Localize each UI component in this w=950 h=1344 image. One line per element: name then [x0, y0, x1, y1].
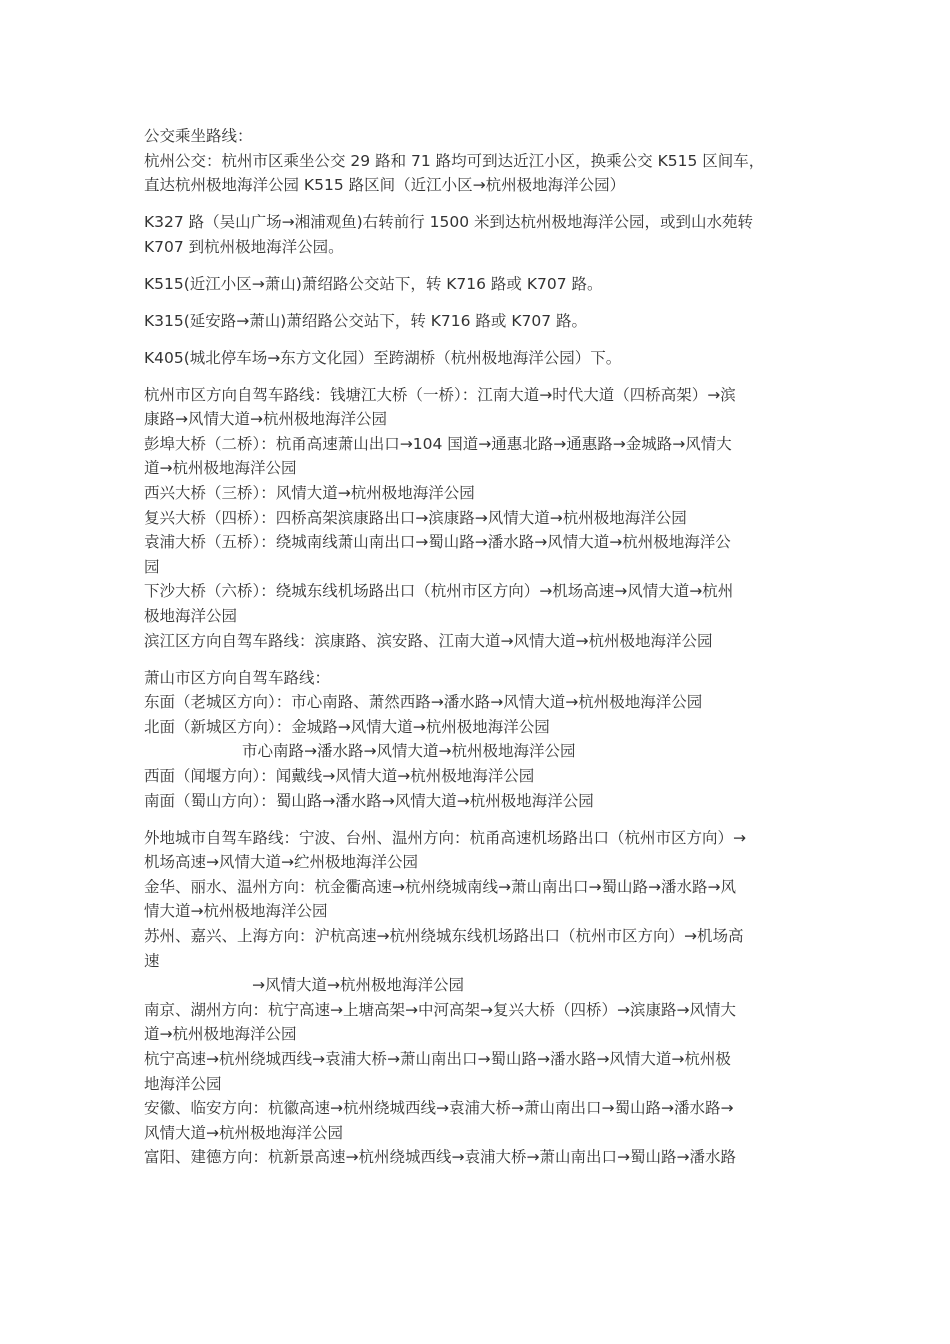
- outside-ningbo-line-1: 外地城市自驾车路线：宁波、台州、温州方向：杭甬高速机场路出口（杭州市区方向）→: [144, 828, 746, 847]
- xiaoshan-east-route: 东面（老城区方向）：市心南路、萧然西路→潘水路→风情大道→杭州极地海洋公园: [144, 693, 703, 712]
- nanjing-line-2: 道→杭州极地海洋公园: [144, 1025, 297, 1044]
- bridge2-line-1: 彭埠大桥（二桥）：杭甬高速萧山出口→104 国道→通惠北路→通惠路→金城路→风情大: [144, 434, 732, 453]
- bridge3-route: 西兴大桥（三桥）：风情大道→杭州极地海洋公园: [144, 484, 475, 503]
- k405-route: K405(城北停车场→东方文化园）至跨湖桥（杭州极地海洋公园）下。: [144, 348, 622, 367]
- xiaoshan-north-route: 北面（新城区方向）：金城路→风情大道→杭州极地海洋公园: [144, 717, 550, 736]
- paragraph-gap: [144, 259, 804, 271]
- xiaoshan-south-route: 南面（蜀山方向）：蜀山路→潘水路→风情大道→杭州极地海洋公园: [144, 791, 594, 810]
- hangzhou-drive-bridge1-line-2: 康路→风情大道→杭州极地海洋公园: [144, 410, 387, 429]
- suzhou-line-3: →风情大道→杭州极地海洋公园: [252, 976, 464, 995]
- fuyang-line-1: 富阳、建德方向：杭新景高速→杭州绕城西线→袁浦大桥→萧山南出口→蜀山路→潘水路: [144, 1148, 736, 1167]
- bridge2-line-2: 道→杭州极地海洋公园: [144, 459, 297, 478]
- bridge5-line-1: 袁浦大桥（五桥）：绕城南线萧山南出口→蜀山路→潘水路→风情大道→杭州极地海洋公: [144, 533, 731, 552]
- xiaoshan-west-route: 西面（闻堰方向）：闻戴线→风情大道→杭州极地海洋公园: [144, 767, 535, 785]
- anhui-line-1: 安徽、临安方向：杭徽高速→杭州绕城西线→袁浦大桥→萧山南出口→蜀山路→潘水路→: [144, 1099, 734, 1118]
- bridge6-line-2: 极地海洋公园: [144, 607, 238, 626]
- paragraph-gap: [144, 813, 804, 825]
- k327-route-line-2: K707 到杭州极地海洋公园。: [144, 237, 344, 256]
- paragraph-gap: [144, 653, 804, 665]
- hangzhou-bus-line-1: 杭州公交：杭州市区乘坐公交 29 路和 71 路均可到达近江小区，换乘公交 K515 区间车，: [144, 151, 765, 170]
- jinhua-line-1: 金华、丽水、温州方向：杭金衢高速→杭州绕城南线→萧山南出口→蜀山路→潘水路→风: [144, 877, 736, 896]
- k327-route-line-1: K327 路（吴山广场→湘浦观鱼)右转前行 1500 米到达杭州极地海洋公园，或到山水苑转: [144, 213, 754, 232]
- paragraph-gap: [144, 370, 804, 382]
- bridge6-line-1: 下沙大桥（六桥）：绕城东线机场路出口（杭州市区方向）→机场高速→风情大道→杭州: [144, 582, 734, 601]
- suzhou-line-1: 苏州、嘉兴、上海方向：沪杭高速→杭州绕城东线机场路出口（杭州市区方向）→机场高: [144, 926, 744, 945]
- paragraph-gap: [144, 296, 804, 308]
- hangning-line-2: 地海洋公园: [144, 1074, 222, 1093]
- hangzhou-bus-line-2: 直达杭州极地海洋公园 K515 路区间（近江小区→杭州极地海洋公园）: [144, 176, 626, 195]
- k515-route: K515(近江小区→萧山)萧绍路公交站下，转 K716 路或 K707 路。: [144, 274, 603, 293]
- outside-ningbo-line-2: 机场高速→风情大道→纻州极地海洋公园: [144, 853, 418, 872]
- jinhua-line-2: 情大道→杭州极地海洋公园: [144, 902, 328, 921]
- nanjing-line-1: 南京、湖州方向：杭宁高速→上塘高架→中河高架→复兴大桥（四桥）→滨康路→风情大: [144, 1000, 736, 1019]
- directions-document: [144, 124, 804, 1170]
- anhui-line-2: 风情大道→杭州极地海洋公园: [144, 1123, 343, 1142]
- binjiang-drive-route: 滨江区方向自驾车路线：滨康路、滨安路、江南大道→风情大道→杭州极地海洋公园: [144, 631, 713, 650]
- bus-routes-heading: 公交乘坐路线：: [144, 127, 253, 145]
- bridge5-line-2: 园: [144, 557, 160, 576]
- suzhou-line-2: 速: [144, 951, 160, 970]
- hangning-line-1: 杭宁高速→杭州绕城西线→袁浦大桥→萧山南出口→蜀山路→潘水路→风情大道→杭州极: [144, 1049, 731, 1068]
- xiaoshan-drive-heading: 萧山市区方向自驾车路线：: [144, 668, 331, 687]
- bridge4-route: 复兴大桥（四桥）：四桥高架滨康路出口→滨康路→风情大道→杭州极地海洋公园: [144, 508, 687, 527]
- paragraph-gap: [144, 333, 804, 345]
- k315-route: K315(延安路→萧山)萧绍路公交站下，转 K716 路或 K707 路。: [144, 311, 588, 330]
- hangzhou-drive-bridge1-line-1: 杭州市区方向自驾车路线：钱塘江大桥（一桥）：江南大道→时代大道（四桥高架）→滨: [144, 385, 736, 404]
- xiaoshan-north-alt-route: 市心南路→潘水路→风情大道→杭州极地海洋公园: [242, 742, 576, 761]
- paragraph-gap: [144, 198, 804, 210]
